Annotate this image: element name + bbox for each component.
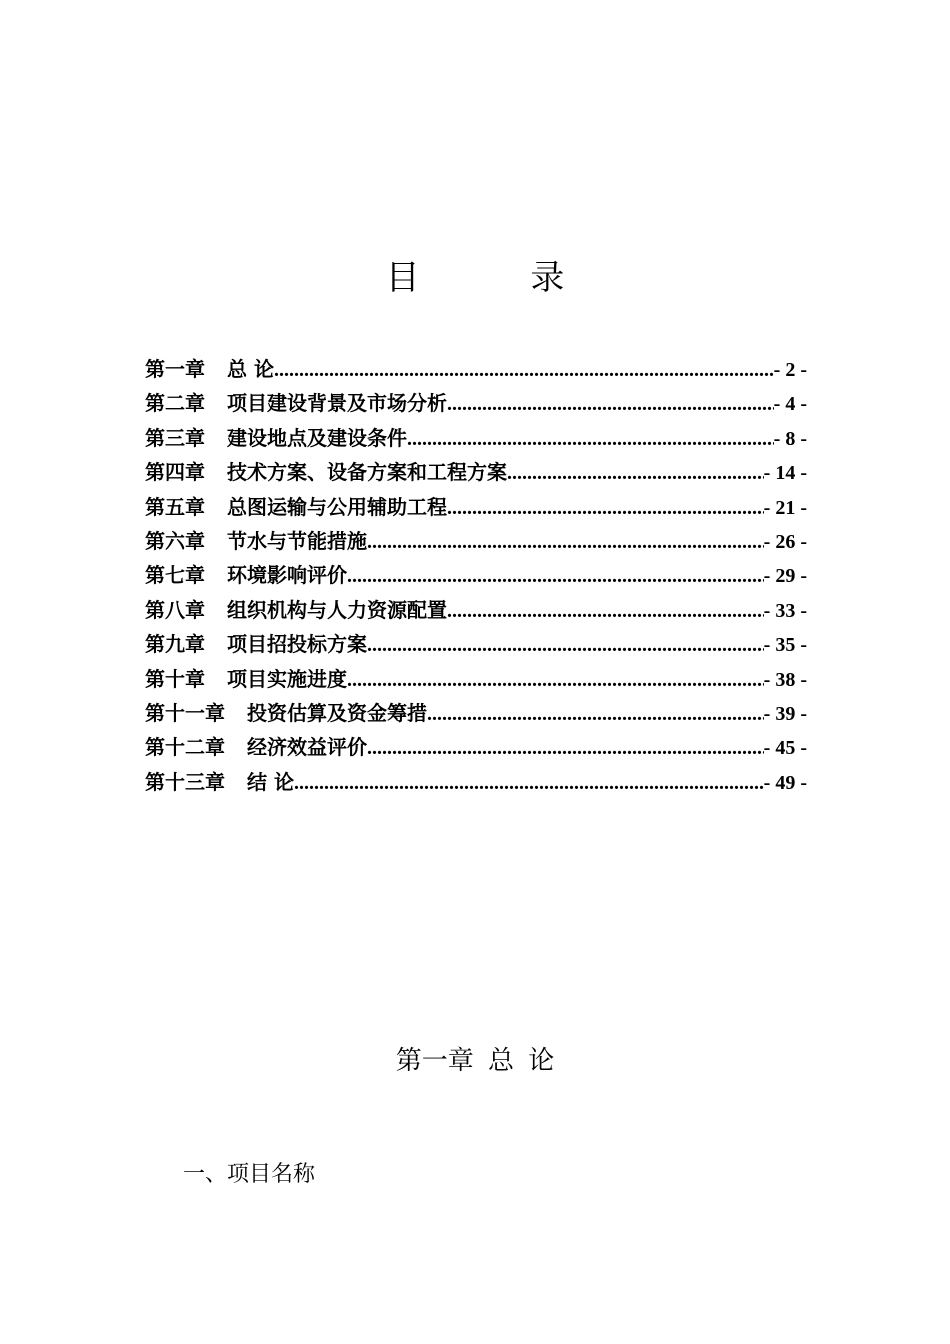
toc-entry-chapter: 第十三章 — [145, 769, 225, 794]
toc-entry-chapter: 第八章 — [145, 597, 205, 622]
toc-entry[interactable] — [145, 387, 807, 421]
toc-entry-page: - 35 - — [763, 634, 807, 657]
toc-entry-page: - 49 - — [763, 771, 807, 794]
toc-entry-chapter: 第一章 — [145, 357, 205, 381]
toc-title: 目 录 — [385, 258, 615, 298]
chapter-heading: 第一章 总 论 — [395, 1046, 555, 1076]
toc-entry-page: - 26 - — [763, 530, 807, 553]
toc-leader-dots — [347, 669, 764, 692]
toc-entry-page: - 33 - — [763, 599, 807, 622]
toc-entry-chapter: 第十一章 — [145, 700, 225, 725]
toc-entry[interactable] — [145, 422, 807, 456]
toc-entry-name: 投资估算及资金筹措 — [247, 700, 427, 725]
toc-entry-name: 经济效益评价 — [247, 735, 367, 760]
toc-entry-chapter: 第四章 — [145, 460, 205, 485]
toc-leader-dots — [447, 600, 764, 623]
toc-entry-chapter: 第三章 — [145, 425, 205, 450]
toc-entry[interactable] — [145, 525, 807, 559]
toc-entry-name: 技术方案、设备方案和工程方案 — [227, 460, 507, 485]
toc-entry[interactable] — [145, 731, 807, 765]
toc-entry-name: 组织机构与人力资源配置 — [227, 597, 447, 622]
toc-entry-page: - 4 - — [773, 393, 807, 416]
toc-leader-dots — [447, 497, 764, 520]
toc-entry-chapter: 第五章 — [145, 494, 205, 519]
toc-entry-chapter: 第十章 — [145, 666, 205, 691]
toc-entry-page: - 39 - — [763, 702, 807, 725]
toc-entry[interactable] — [145, 353, 807, 387]
toc-leader-dots — [427, 703, 764, 726]
toc-entry[interactable] — [145, 491, 807, 525]
toc-entry-page: - 8 - — [773, 427, 807, 450]
toc-entry[interactable] — [145, 559, 807, 593]
toc-entry-page: - 2 - — [773, 359, 807, 381]
toc-entry-name: 环境影响评价 — [227, 563, 347, 588]
toc-leader-dots — [367, 634, 764, 657]
toc-leader-dots — [507, 462, 764, 485]
section-heading: 一、项目名称 — [183, 1162, 316, 1187]
toc-entry-name: 结 论 — [247, 769, 294, 794]
toc-entry-page: - 45 - — [763, 737, 807, 760]
toc-entry-chapter: 第九章 — [145, 632, 205, 657]
toc-entry-name: 项目建设背景及市场分析 — [227, 391, 447, 416]
toc-entry-name: 建设地点及建设条件 — [227, 425, 407, 450]
toc-entry-page: - 21 - — [763, 496, 807, 519]
toc-leader-dots — [274, 359, 774, 382]
toc-leader-dots — [347, 565, 764, 588]
toc-entry-page: - 38 - — [763, 668, 807, 691]
toc-entry[interactable] — [145, 456, 807, 490]
toc-entry-page: - 14 - — [763, 462, 807, 485]
toc-leader-dots — [367, 737, 764, 760]
toc-list — [145, 353, 807, 800]
toc-leader-dots — [447, 393, 774, 416]
toc-entry-page: - 29 - — [763, 565, 807, 588]
toc-entry[interactable] — [145, 663, 807, 697]
toc-entry-name: 节水与节能措施 — [227, 528, 367, 553]
toc-leader-dots — [407, 428, 774, 451]
toc-entry-name: 总 论 — [227, 357, 274, 381]
toc-leader-dots — [294, 772, 764, 795]
toc-entry-name: 项目招投标方案 — [227, 632, 367, 657]
toc-leader-dots — [367, 531, 764, 554]
toc-entry[interactable] — [145, 766, 807, 800]
toc-entry-chapter: 第二章 — [145, 391, 205, 416]
toc-entry-chapter: 第十二章 — [145, 735, 225, 760]
toc-entry[interactable] — [145, 697, 807, 731]
toc-entry[interactable] — [145, 594, 807, 628]
toc-entry-chapter: 第七章 — [145, 563, 205, 588]
toc-entry-name: 项目实施进度 — [227, 666, 347, 691]
toc-entry-name: 总图运输与公用辅助工程 — [227, 494, 447, 519]
toc-entry[interactable] — [145, 628, 807, 662]
toc-entry-chapter: 第六章 — [145, 528, 205, 553]
